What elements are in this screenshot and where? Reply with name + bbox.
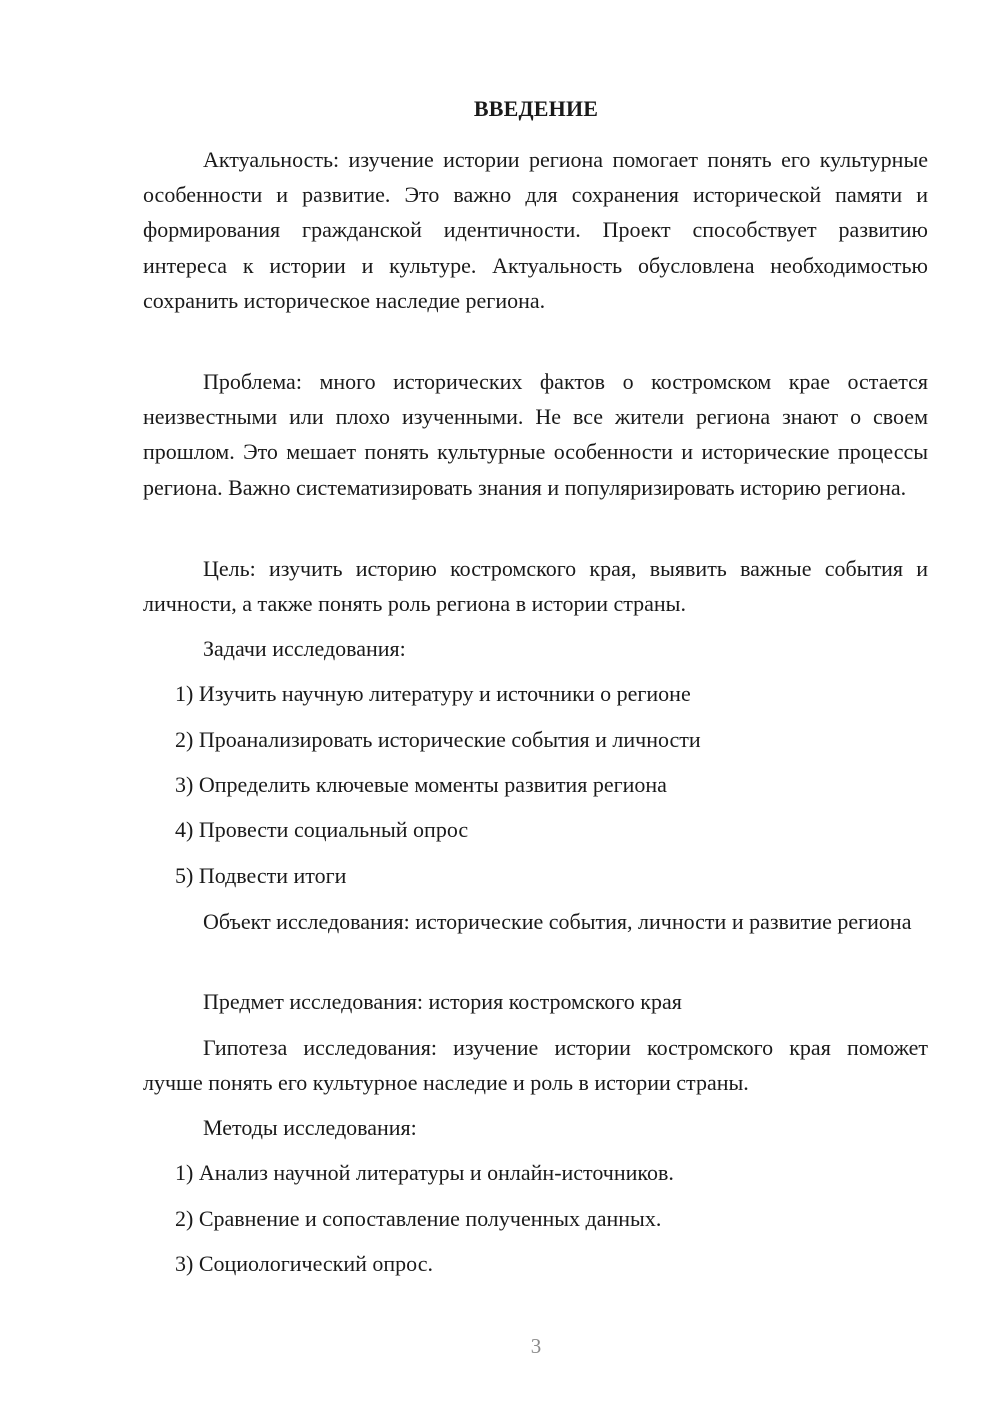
task-item: 3) Определить ключевые моменты развития региона	[175, 772, 667, 797]
methods-heading: Методы исследования:	[203, 1115, 417, 1140]
method-item: 2) Сравнение и сопоставление полученных данных.	[175, 1206, 662, 1231]
section-title: ВВЕДЕНИЕ	[473, 96, 599, 121]
task-item: 1) Изучить научную литературу и источники о регионе	[175, 681, 691, 706]
goal-paragraph: Цель: изучить историю костромского края, выявить важные события и личности, а также понять роль региона в истории страны.	[143, 556, 928, 617]
subject-paragraph: Предмет исследования: история костромского края	[203, 989, 682, 1014]
task-item: 2) Проанализировать исторические события и личности	[175, 727, 701, 752]
task-item: 5) Подвести итоги	[175, 863, 347, 888]
method-item: 1) Анализ научной литературы и онлайн-источников.	[175, 1160, 674, 1185]
object-paragraph: Объект исследования: исторические события, личности и развитие региона	[203, 909, 912, 934]
tasks-heading: Задачи исследования:	[203, 636, 406, 661]
method-item: 3) Социологический опрос.	[175, 1251, 433, 1276]
task-item: 4) Провести социальный опрос	[175, 817, 469, 842]
relevance-paragraph: Актуальность: изучение истории региона помогает понять его культурные особенности и развитие. Это важно для сохранения исторической памяти и формирования гражданской идентичности. Проект способствует развитию интереса к истории и культуре. Актуальность обусловлена необходимостью сохранить историческое наследие региона.	[143, 147, 928, 313]
page-number: 3	[530, 1334, 542, 1358]
problem-paragraph: Проблема: много исторических фактов о костромском крае остается неизвестными или плохо изученными. Не все жители региона знают о своем прошлом. Это мешает понять культурные особенности и исторические процессы региона. Важно систематизировать знания и популяризировать историю региона.	[143, 369, 928, 500]
hypothesis-paragraph: Гипотеза исследования: изучение истории костромского края поможет лучше понять его культурное наследие и роль в истории страны.	[143, 1035, 928, 1096]
